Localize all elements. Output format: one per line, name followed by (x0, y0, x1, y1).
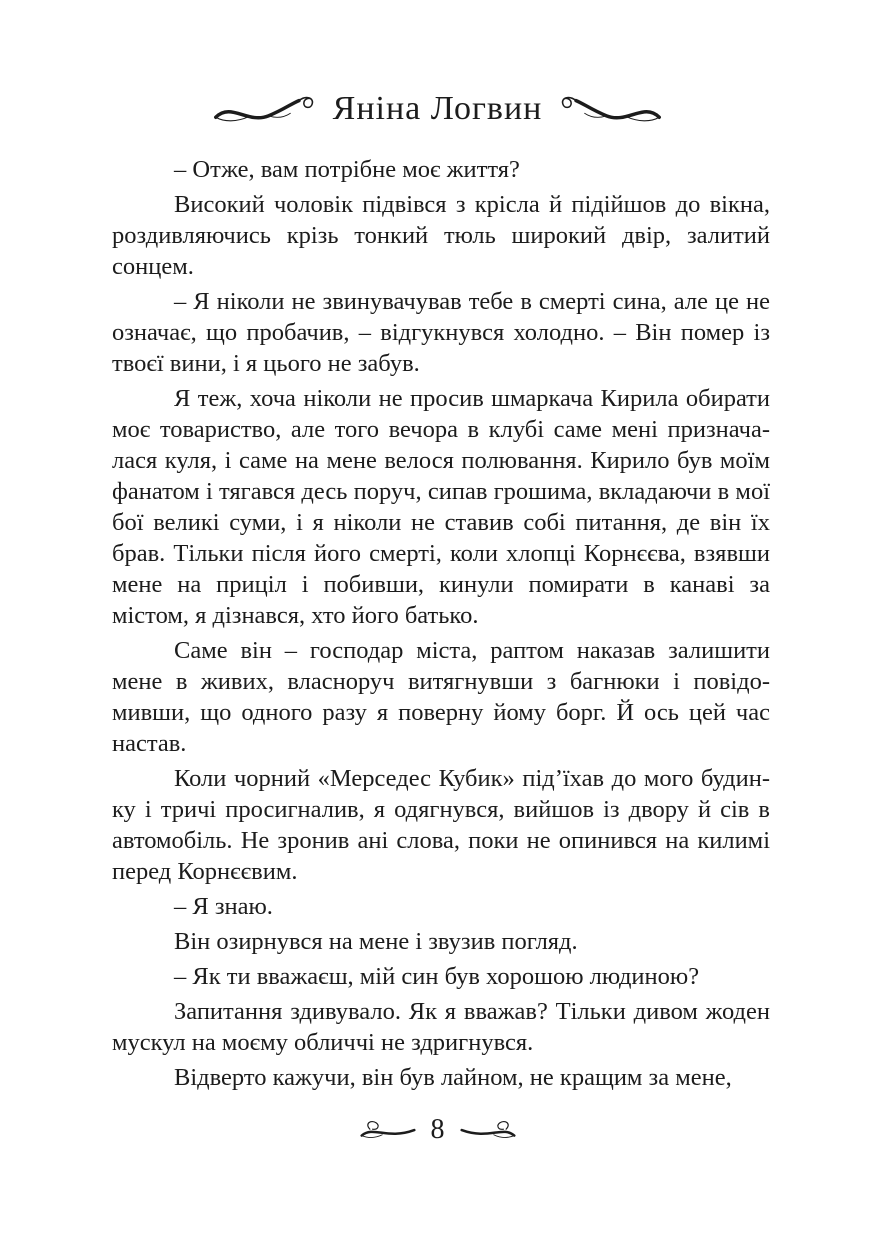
paragraph-6: Коли чорний «Мерседес Кубик» під’їхав до мого будинку і тричі просигналив, я одягнувся, вийшов із двору й сів в автомобіль. Не зронив ані слова, поки не опинився на килимі перед Корнєєвим. (112, 765, 770, 885)
footer-flourish-left-icon (359, 1118, 417, 1144)
paragraph-5: Саме він – господар міста, раптом наказав залишити мене в живих, власноруч витягнувши з багнюки і повідомивши, що одного разу я поверну йому борг. Й ось цей час настав. (112, 637, 770, 757)
paragraph-11: Відверто кажучи, він був лайном, не кращим за мене, (174, 1064, 732, 1091)
paragraph-7: – Я знаю. (174, 893, 273, 920)
paragraph-8: Він озирнувся на мене і звузив погляд. (174, 928, 578, 955)
paragraph-9: – Як ти вважаєш, мій син був хорошою людиною? (174, 963, 700, 990)
author-name: Яніна Логвин (332, 90, 543, 127)
paragraph-3: – Я ніколи не звинувачував тебе в смерті сина, але це не означає, що пробачив, – відгукнувся холодно. – Він помер із твоєї вини, і я цього не забув. (112, 288, 770, 377)
paragraph-2: Високий чоловік підвівся з крісла й підійшов до вікна, роздивляючись крізь тонкий тюль широкий двір, залитий сонцем. (112, 191, 770, 280)
page-number: 8 (430, 1114, 445, 1145)
paragraph-4: Я теж, хоча ніколи не просив шмаркача Кирила обирати моє товариство, але того вечора в клубі саме мені призначалася куля, і саме на мене велося полювання. Кирило був моїм фанатом і тягався десь поруч, сипав грошима, вкладаючи в мої бої великі суми, і я ніколи не ставив собі питання, де він їх брав. Тільки після його смерті, коли хлопці Корнєєва, взявши мене на приціл і побивши, кинули помирати в канаві за містом, я дізнався, хто його батько. (112, 385, 770, 629)
header-flourish-right-icon (558, 92, 662, 130)
paragraph-10: Запитання здивувало. Як я вважав? Тільки дивом жоден мускул на моєму обличчі не здригнувся. (112, 998, 770, 1056)
header-flourish-left-icon (213, 92, 317, 130)
paragraph-1: – Отже, вам потрібне моє життя? (174, 156, 520, 183)
page-body (112, 154, 770, 1093)
page-footer (0, 1116, 875, 1146)
footer-flourish-right-icon (459, 1118, 517, 1144)
page-header (0, 92, 875, 130)
